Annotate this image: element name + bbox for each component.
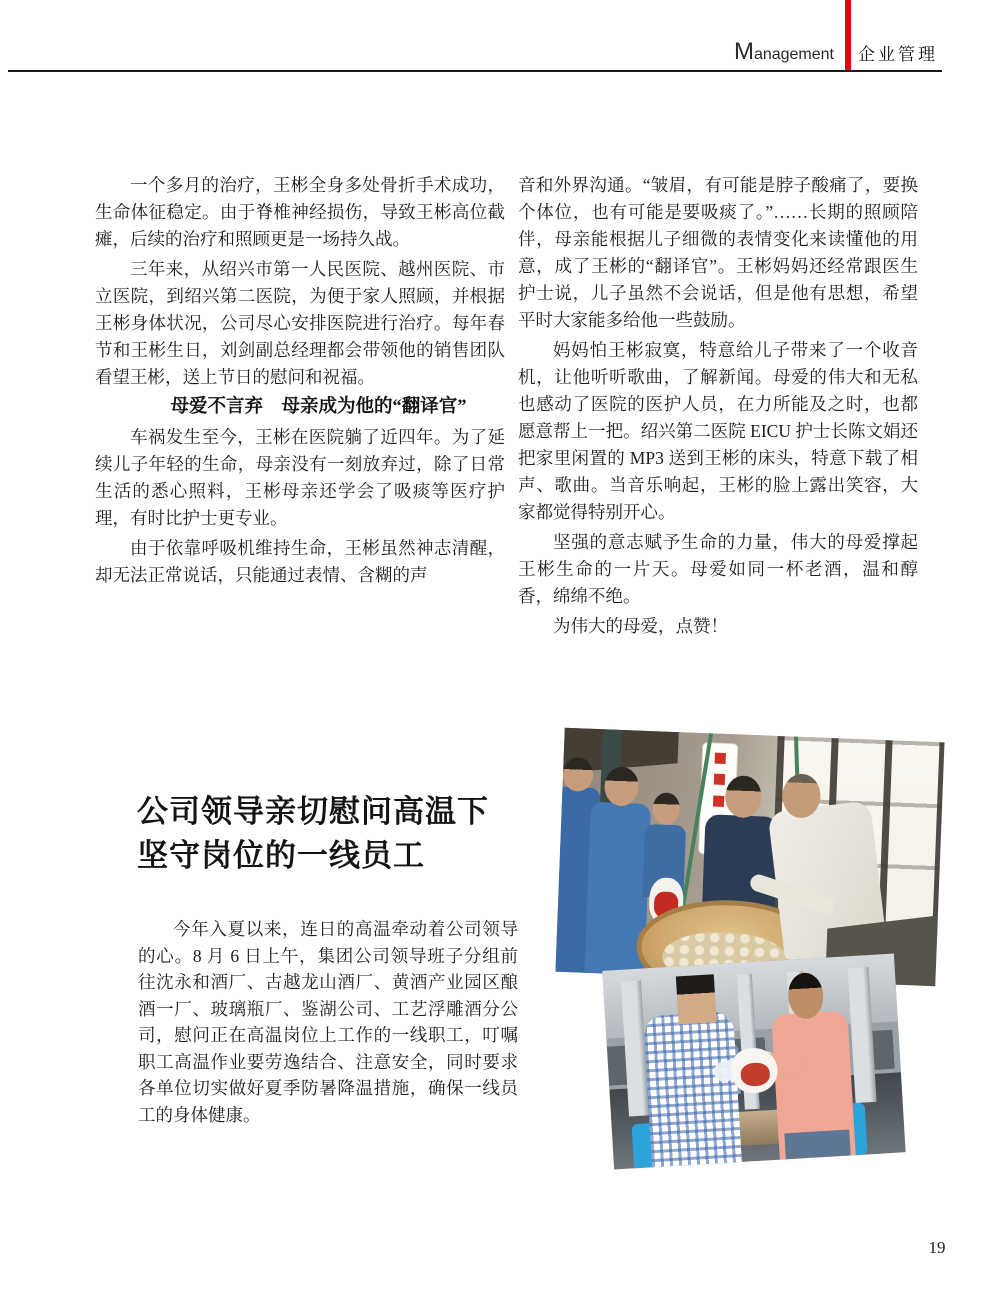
- header-section-chinese: 企业管理: [858, 45, 938, 64]
- article1-right-column: [518, 172, 918, 643]
- photo-factory-visit: [555, 728, 944, 986]
- article1-paragraph: 坚强的意志赋予生命的力量，伟大的母爱撑起王彬生命的一片天。母爱如同一杯老酒，温和醇香，绵绵不绝。: [518, 532, 918, 606]
- article1-left-column: [95, 172, 505, 592]
- article1-paragraph-continuation: 音和外界沟通。“皱眉，有可能是脖子酸痛了，要换个体位，也有可能是要吸痰了。”……长期的照顾陪伴，母亲能根据儿子细微的表情变化来读懂他的用意，成了王彬的“翻译官”。王彬妈妈还经常跟医生护士说，儿子虽然不会说话，但是他有思想，希望平时大家能多给他一些鼓励。: [518, 175, 919, 330]
- article2-body: 今年入夏以来，连日的高温牵动着公司领导的心。8 月 6 日上午，集团公司领导班子分组前往沈永和酒厂、古越龙山酒厂、黄酒产业园区酿酒一厂、玻璃瓶厂、鉴湖公司、工艺浮雕酒分公司，慰问正在高温岗位上工作的一线职工，叮嘱职工高温作业要劳逸结合、注意安全，同时要求各单位切实做好夏季防暑降温措施，确保一线员工的身体健康。: [138, 919, 518, 1125]
- header-section-english: Management: [733, 38, 834, 65]
- article1-subheading: 母爱不言弃 母亲成为他的“翻译官”: [170, 397, 467, 417]
- article1-paragraph: 为伟大的母爱，点赞！: [553, 616, 728, 636]
- article1-paragraph: 三年来，从绍兴市第一人民医院、越州医院、市立医院，到绍兴第二医院，为便于家人照顾，并根据王彬身体状况，公司尽心安排医院进行治疗。每年春节和王彬生日，刘剑副总经理都会带领他的销售团队看望王彬，送上节日的慰问和祝福。: [95, 259, 505, 387]
- photo-gift-handover: [602, 954, 905, 1170]
- photo2-leader-head: [676, 974, 717, 1024]
- article2-title: [137, 790, 489, 878]
- article1-paragraph: 车祸发生至今，王彬在医院躺了近四年。为了延续儿子年轻的生命，母亲没有一刻放弃过，除了日常生活的悉心照料，王彬母亲还学会了吸痰等医疗护理，有时比护士更专业。: [95, 427, 505, 528]
- article1-paragraph: 一个多月的治疗，王彬全身多处骨折手术成功，生命体征稳定。由于脊椎神经损伤，导致王彬高位截瘫，后续的治疗和照顾更是一场持久战。: [95, 175, 505, 249]
- article1-paragraph: 由于依靠呼吸机维持生命，王彬虽然神志清醒，却无法正常说话，只能通过表情、含糊的声: [95, 538, 505, 585]
- header-divider-rule: [8, 70, 942, 72]
- header-red-accent-bar: [845, 0, 851, 70]
- page-number: 19: [928, 1238, 946, 1257]
- article2-title-line2: 坚守岗位的一线员工: [137, 838, 425, 873]
- photo2-leader-plaid-shirt: [643, 1011, 743, 1170]
- article2-title-line1: 公司领导亲切慰问高温下: [137, 794, 489, 829]
- photo2-worker-jeans: [785, 1130, 851, 1160]
- article1-paragraph: 妈妈怕王彬寂寞，特意给儿子带来了一个收音机，让他听听歌曲，了解新闻。母爱的伟大和无私也感动了医院的医护人员，在力所能及之时，也都愿意帮上一把。绍兴第二医院 EICU 护士长陈文娟还把家里闲置的 MP3 送到王彬的床头，特意下载了相声、歌曲。当音乐响起，王彬的脸上露出笑容，大家都觉得特别开心。: [518, 340, 918, 522]
